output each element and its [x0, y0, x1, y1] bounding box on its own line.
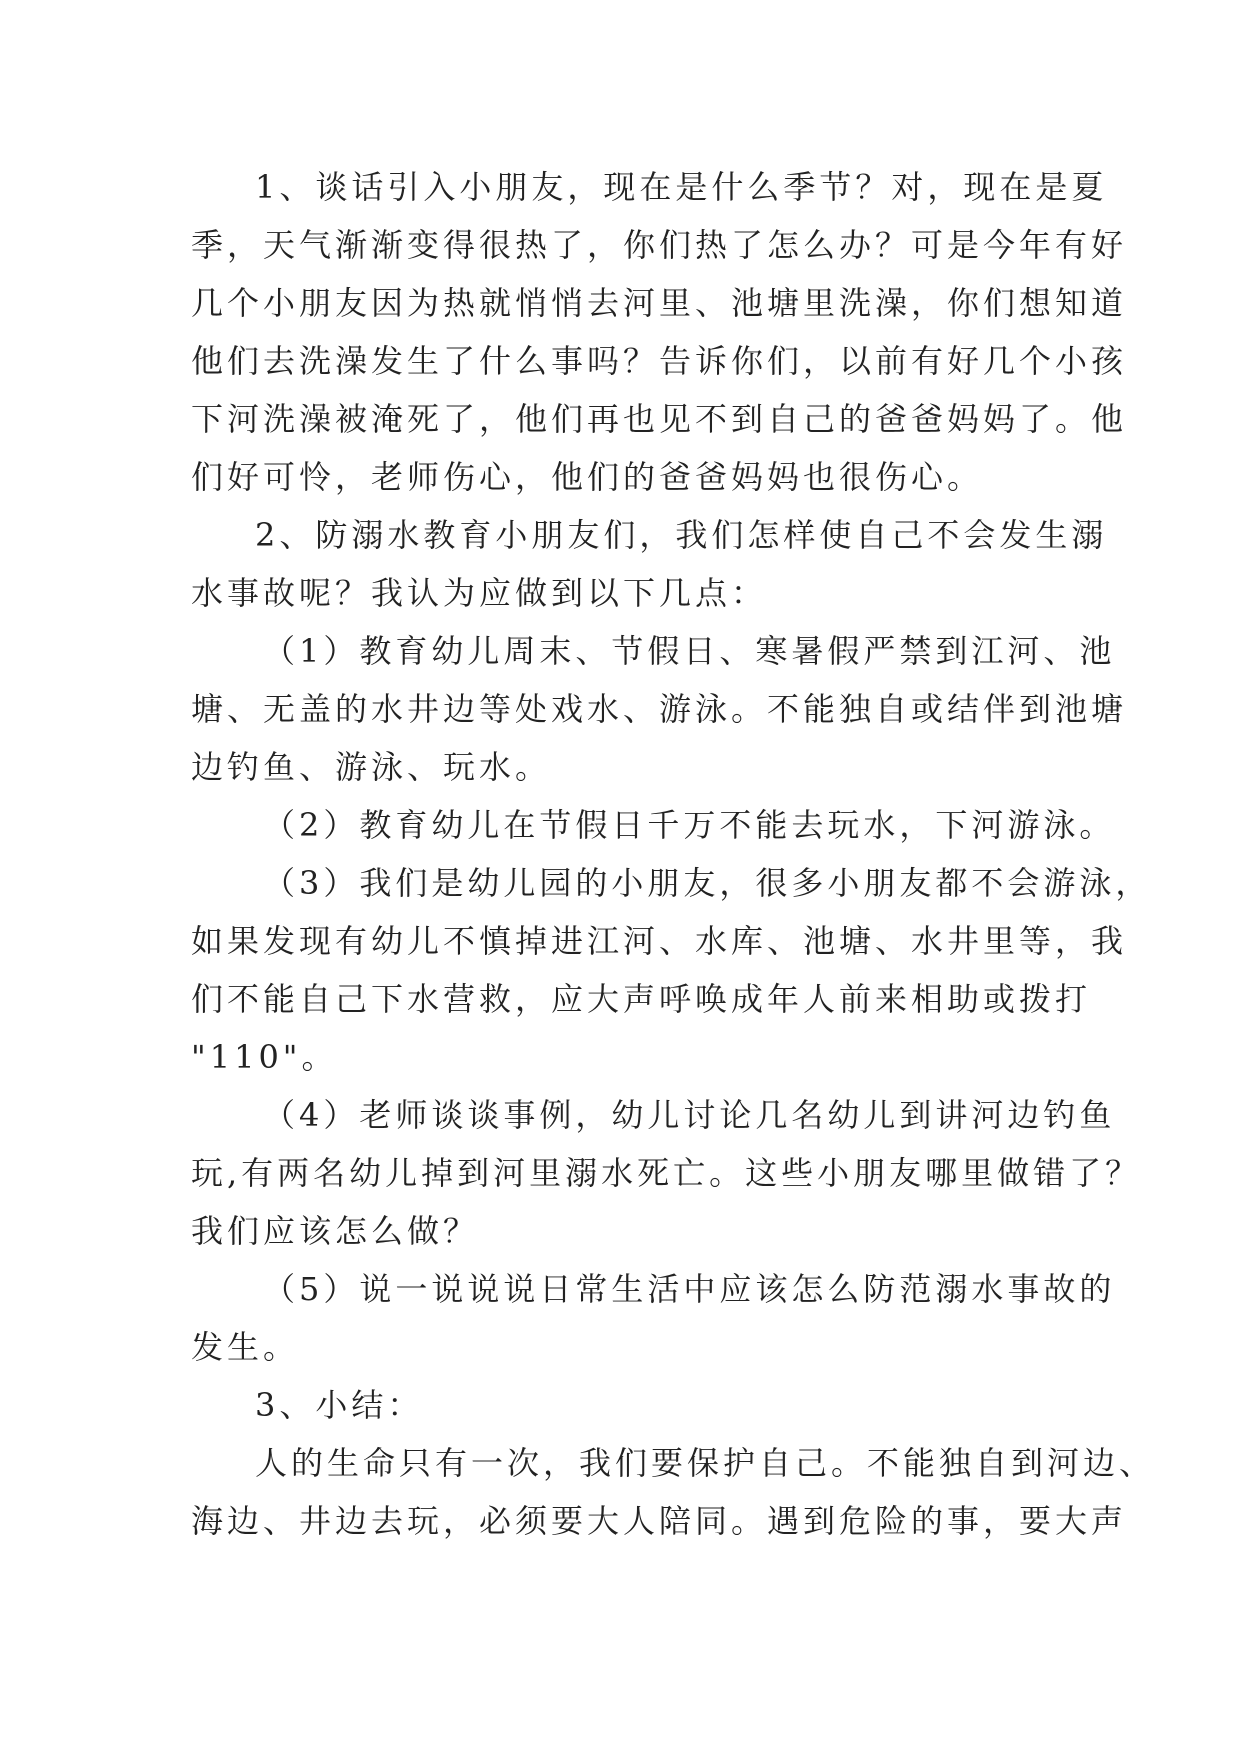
text-line: 水事故呢？我认为应做到以下几点： [191, 574, 768, 612]
text-line: 季，天气渐渐变得很热了，你们热了怎么办？可是今年有好 [191, 226, 1128, 264]
paragraph-point-1 [191, 622, 1128, 796]
text-line: 2、防溺水教育小朋友们，我们怎样使自己不会发生溺 [255, 516, 1108, 554]
text-line: （1）教育幼儿周末、节假日、寒暑假严禁到江河、池 [263, 632, 1116, 670]
text-line: （4）老师谈谈事例，幼儿讨论几名幼儿到讲河边钓鱼 [263, 1096, 1116, 1134]
paragraph-point-2 [191, 796, 1116, 854]
text-line: 1、谈话引入小朋友，现在是什么季节？对，现在是夏 [255, 168, 1108, 206]
text-line: （3）我们是幼儿园的小朋友，很多小朋友都不会游泳， [263, 864, 1152, 902]
text-line: 我们应该怎么做？ [191, 1212, 480, 1250]
text-line: 玩,有两名幼儿掉到河里溺水死亡。这些小朋友哪里做错了？ [191, 1154, 1142, 1192]
text-line: 发生。 [191, 1328, 300, 1366]
paragraph-education [191, 506, 1108, 622]
text-line: 下河洗澡被淹死了，他们再也见不到自己的爸爸妈妈了。他 [191, 400, 1128, 438]
text-line: （5）说一说说说日常生活中应该怎么防范溺水事故的 [263, 1270, 1116, 1308]
paragraph-intro [191, 158, 1128, 506]
text-line: 如果发现有幼儿不慎掉进江河、水库、池塘、水井里等，我 [191, 922, 1128, 960]
paragraph-point-4 [191, 1086, 1142, 1260]
paragraph-summary-heading [191, 1376, 1051, 1434]
text-line: 们好可怜，老师伤心，他们的爸爸妈妈也很伤心。 [191, 458, 984, 496]
text-line: （2）教育幼儿在节假日千万不能去玩水，下河游泳。 [263, 806, 1116, 844]
text-line: 海边、井边去玩，必须要大人陪同。遇到危险的事，要大声 [191, 1502, 1128, 1540]
text-line: 们不能自己下水营救，应大声呼唤成年人前来相助或拨打 [191, 980, 1092, 1018]
paragraph-summary [191, 1434, 1156, 1550]
text-line: 几个小朋友因为热就悄悄去河里、池塘里洗澡，你们想知道 [191, 284, 1128, 322]
text-line: 人的生命只有一次，我们要保护自己。不能独自到河边、 [255, 1444, 1156, 1482]
text-line: 他们去洗澡发生了什么事吗？告诉你们，以前有好几个小孩 [191, 342, 1128, 380]
text-line: 边钓鱼、游泳、玩水。 [191, 748, 552, 786]
text-line: 3、小结： [255, 1386, 424, 1424]
paragraph-point-5 [191, 1260, 1116, 1376]
paragraph-point-3 [191, 854, 1152, 1086]
text-line: "110"。 [191, 1038, 338, 1076]
text-line: 塘、无盖的水井边等处戏水、游泳。不能独自或结伴到池塘 [191, 690, 1128, 728]
document-body [191, 158, 1156, 1550]
